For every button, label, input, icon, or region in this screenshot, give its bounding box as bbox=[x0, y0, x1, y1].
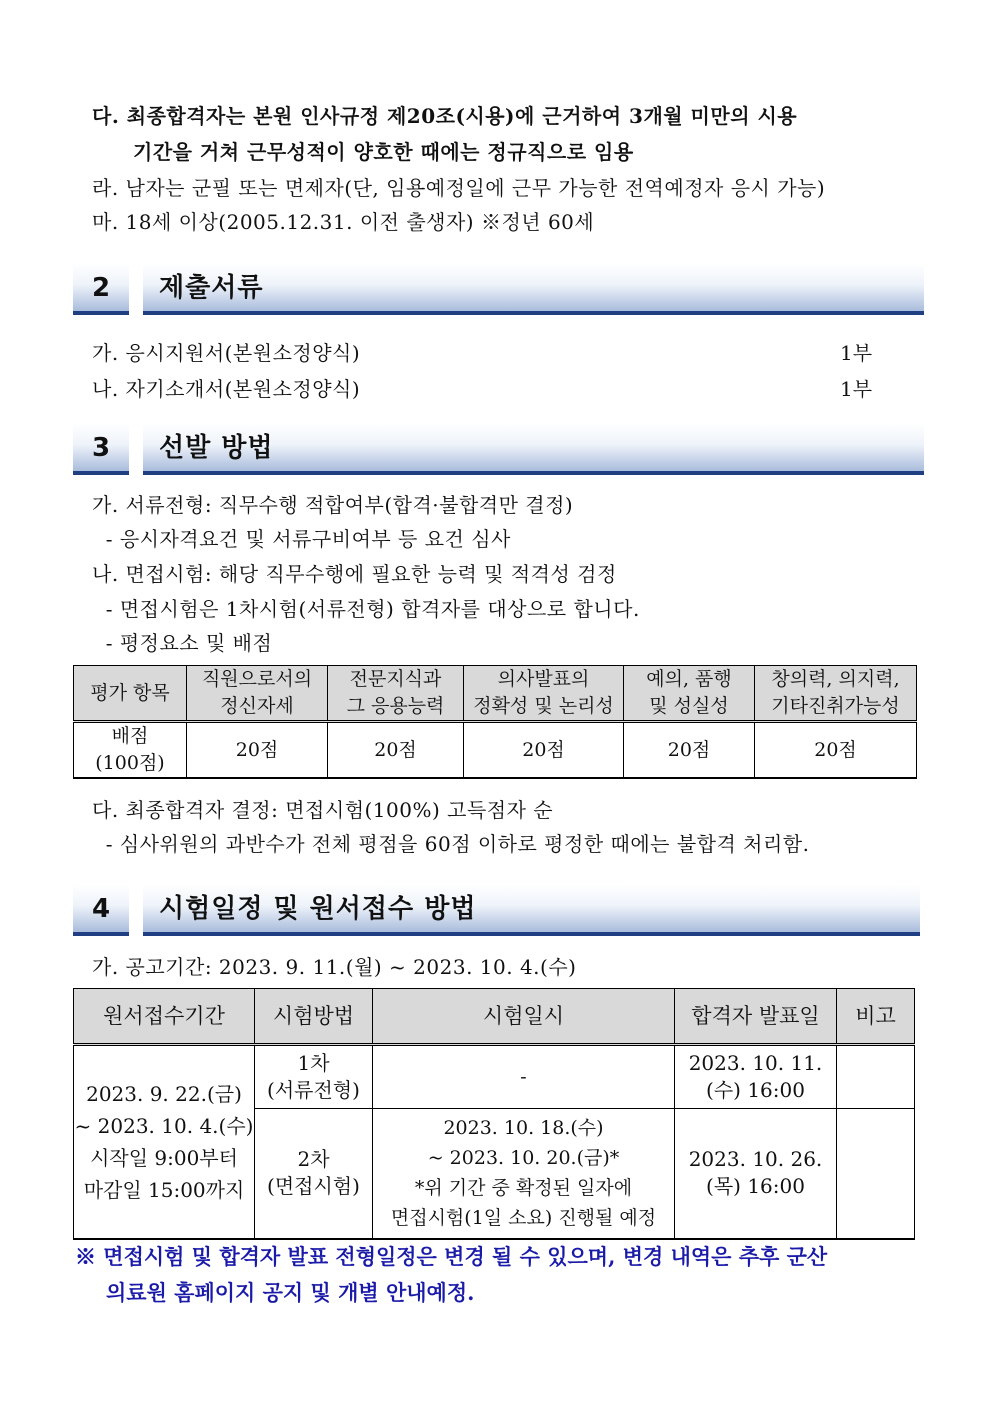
schedule-table bbox=[73, 988, 915, 1240]
header-remark: 비고 bbox=[837, 989, 915, 1045]
method-cell: 2차 (면접시험) bbox=[255, 1109, 373, 1239]
schedule-change-note: ※ 면접시험 및 합격자 발표 전형일정은 변경 될 수 있으며, 변경 내역은 추후 군산 bbox=[75, 1244, 828, 1269]
item-da: 다. 최종합격자는 본원 인사규정 제20조(시용)에 근거하여 3개월 미만의 시용 bbox=[92, 104, 798, 128]
method-line: 가. 서류전형: 직무수행 적합여부(합격·불합격만 결정) bbox=[92, 493, 574, 517]
section-title: 선발 방법 bbox=[143, 423, 924, 475]
score-cell: 20점 bbox=[328, 722, 464, 779]
section-2-header bbox=[73, 263, 924, 315]
section-title: 시험일정 및 원서접수 방법 bbox=[143, 884, 920, 936]
item-ma: 마. 18세 이상(2005.12.31. 이전 출생자) ※정년 60세 bbox=[92, 210, 595, 234]
score-cell: 20점 bbox=[464, 722, 624, 779]
method-line: - 응시자격요건 및 서류구비여부 등 요건 심사 bbox=[92, 527, 511, 551]
method-cell: 1차 (서류전형) bbox=[255, 1045, 373, 1109]
announce-cell: 2023. 10. 11. (수) 16:00 bbox=[675, 1045, 837, 1109]
final-decision: 다. 최종합격자 결정: 면접시험(100%) 고득점자 순 bbox=[92, 798, 554, 822]
remark-cell bbox=[837, 1045, 915, 1109]
section-4-header bbox=[73, 884, 920, 936]
header-cell: 직원으로서의 정신자세 bbox=[187, 666, 328, 722]
score-cell: 20점 bbox=[187, 722, 328, 779]
row-label: 배점 (100점) bbox=[74, 722, 187, 779]
header-announce-date: 합격자 발표일 bbox=[675, 989, 837, 1045]
header-cell: 예의, 품행 및 성실성 bbox=[624, 666, 755, 722]
fail-criteria: - 심사위원의 과반수가 전체 평점을 60점 이하로 평정한 때에는 불합격 처리함. bbox=[92, 832, 810, 856]
header-cell: 의사발표의 정확성 및 논리성 bbox=[464, 666, 624, 722]
doc-count: 1부 bbox=[840, 377, 873, 401]
doc-item: 나. 자기소개서(본원소정양식) bbox=[92, 377, 361, 401]
method-line: 나. 면접시험: 해당 직무수행에 필요한 능력 및 적격성 검정 bbox=[92, 562, 617, 586]
score-cell: 20점 bbox=[755, 722, 917, 779]
doc-item: 가. 응시지원서(본원소정양식) bbox=[92, 341, 361, 365]
header-cell: 창의력, 의지력, 기타진취가능성 bbox=[755, 666, 917, 722]
application-period-cell: 2023. 9. 22.(금) ~ 2023. 10. 4.(수) 시작일 9:00부터 마감일 15:00까지 bbox=[74, 1045, 255, 1239]
header-application-period: 원서접수기간 bbox=[74, 989, 255, 1045]
datetime-cell: 2023. 10. 18.(수) ~ 2023. 10. 20.(금)* *위 기간 중 확정된 일자에 면접시험(1일 소요) 진행될 예정 bbox=[373, 1109, 675, 1239]
header-eval-item: 평가 항목 bbox=[74, 666, 187, 722]
schedule-change-note-cont: 의료원 홈페이지 공지 및 개별 안내예정. bbox=[106, 1280, 475, 1305]
section-title: 제출서류 bbox=[143, 263, 924, 315]
item-da-cont: 기간을 거쳐 근무성적이 양호한 때에는 정규직으로 임용 bbox=[133, 140, 634, 164]
remark-cell bbox=[837, 1109, 915, 1239]
section-number: 2 bbox=[73, 263, 129, 315]
announce-cell: 2023. 10. 26. (목) 16:00 bbox=[675, 1109, 837, 1239]
section-3-header bbox=[73, 423, 924, 475]
score-cell: 20점 bbox=[624, 722, 755, 779]
header-cell: 전문지식과 그 응용능력 bbox=[328, 666, 464, 722]
header-exam-datetime: 시험일시 bbox=[373, 989, 675, 1045]
datetime-cell: - bbox=[373, 1045, 675, 1109]
score-table bbox=[73, 665, 917, 779]
method-line: - 평정요소 및 배점 bbox=[92, 631, 273, 655]
section-number: 3 bbox=[73, 423, 129, 475]
notice-period: 가. 공고기간: 2023. 9. 11.(월) ~ 2023. 10. 4.(수) bbox=[92, 955, 577, 979]
section-number: 4 bbox=[73, 884, 129, 936]
doc-count: 1부 bbox=[840, 341, 873, 365]
method-line: - 면접시험은 1차시험(서류전형) 합격자를 대상으로 합니다. bbox=[92, 597, 640, 621]
header-exam-method: 시험방법 bbox=[255, 989, 373, 1045]
item-ra: 라. 남자는 군필 또는 면제자(단, 임용예정일에 근무 가능한 전역예정자 응시 가능) bbox=[92, 176, 826, 200]
